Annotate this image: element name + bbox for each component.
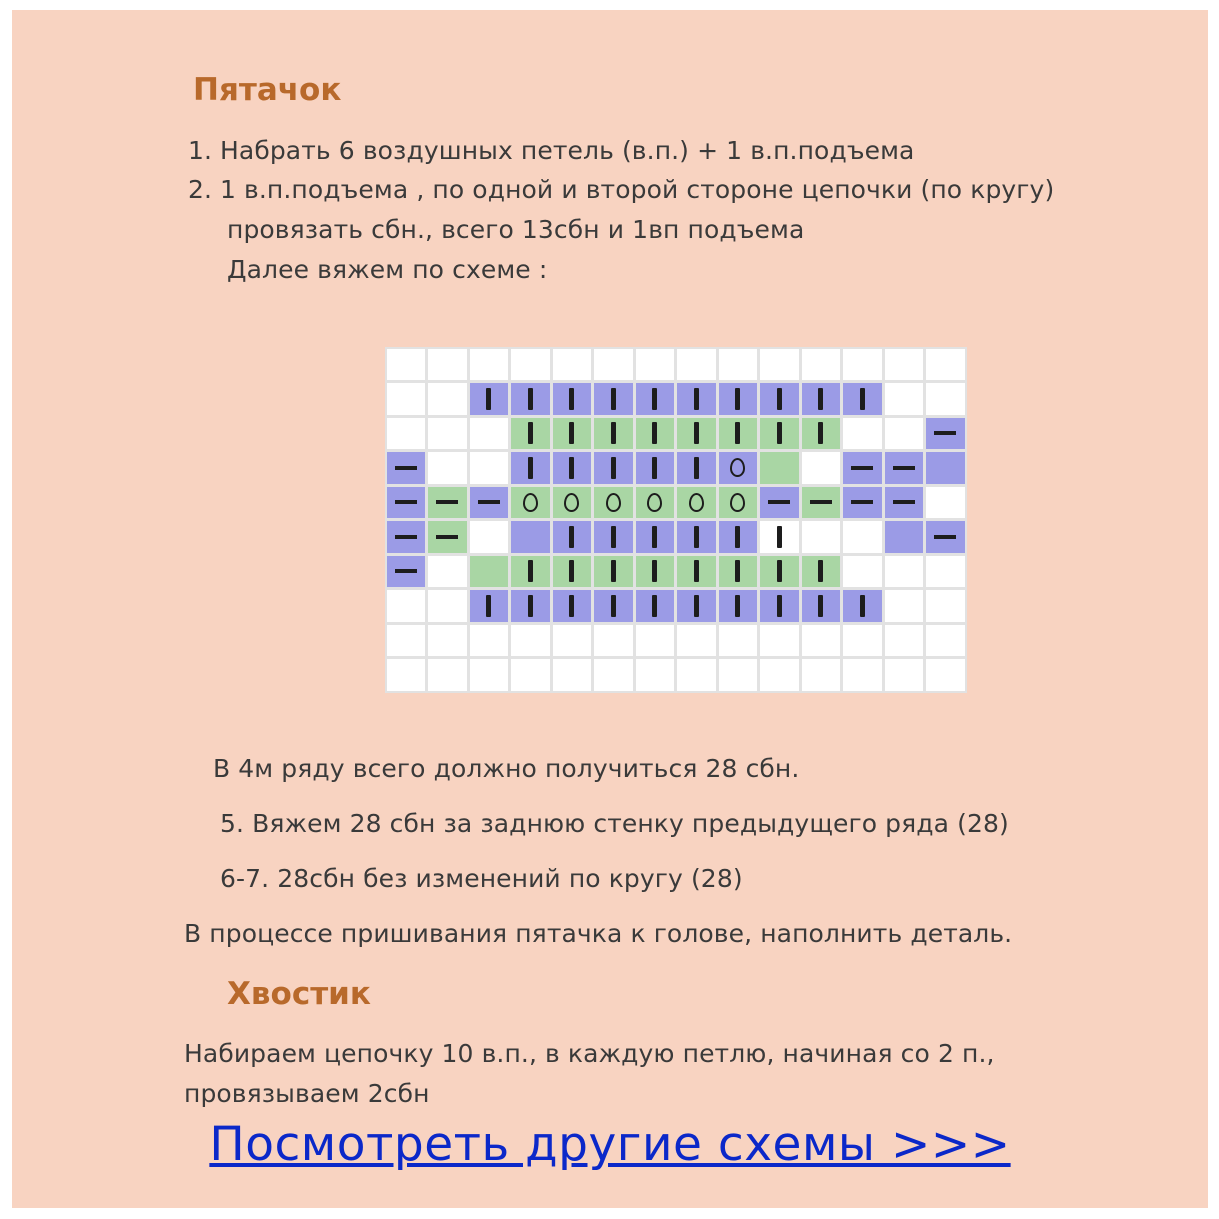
chart-cell — [636, 383, 675, 415]
chart-cell — [760, 521, 799, 553]
chart-cell — [677, 521, 716, 553]
single-crochet-symbol — [652, 560, 657, 582]
chart-cell — [428, 556, 467, 588]
chart-cell — [594, 659, 633, 691]
chart-cell — [719, 556, 758, 588]
single-crochet-symbol — [611, 388, 616, 410]
pattern-page — [12, 10, 1208, 1208]
chart-cell — [636, 590, 675, 622]
chart-cell — [677, 383, 716, 415]
increase-symbol — [606, 493, 621, 512]
chart-cell — [553, 487, 592, 519]
single-crochet-symbol — [569, 526, 574, 548]
single-crochet-symbol — [611, 595, 616, 617]
single-crochet-symbol — [569, 595, 574, 617]
chart-cell — [885, 590, 924, 622]
chart-cell — [843, 487, 882, 519]
single-crochet-symbol — [777, 595, 782, 617]
chart-cell — [885, 659, 924, 691]
single-crochet-symbol — [777, 560, 782, 582]
chart-cell — [926, 659, 965, 691]
chart-cell — [885, 452, 924, 484]
chart-cell — [926, 487, 965, 519]
chart-cell — [428, 452, 467, 484]
single-crochet-symbol — [569, 560, 574, 582]
chart-cell — [843, 625, 882, 657]
chart-cell — [553, 521, 592, 553]
chart-cell — [885, 625, 924, 657]
chain-symbol — [851, 500, 873, 504]
chart-cell — [719, 452, 758, 484]
chart-cell — [470, 556, 509, 588]
chart-cell — [470, 349, 509, 381]
single-crochet-symbol — [694, 595, 699, 617]
chart-cell — [802, 521, 841, 553]
chain-symbol — [395, 569, 417, 573]
chart-cell — [553, 659, 592, 691]
chart-cell — [636, 521, 675, 553]
chart-cell — [511, 625, 550, 657]
list-item-2-line-2: провязать сбн., всего 13сбн и 1вп подъема — [227, 215, 805, 244]
increase-symbol — [730, 458, 745, 477]
chart-cell — [511, 349, 550, 381]
chain-symbol — [395, 500, 417, 504]
single-crochet-symbol — [569, 422, 574, 444]
chart-cell — [636, 556, 675, 588]
chart-cell — [760, 349, 799, 381]
single-crochet-symbol — [486, 595, 491, 617]
chart-cell — [470, 418, 509, 450]
chart-cell — [470, 383, 509, 415]
single-crochet-symbol — [528, 457, 533, 479]
chart-cell — [926, 349, 965, 381]
list-item-2-line-3: Далее вяжем по схеме : — [227, 255, 548, 284]
chart-cell — [594, 521, 633, 553]
chart-cell — [885, 349, 924, 381]
single-crochet-symbol — [860, 595, 865, 617]
row-5-instruction: 5. Вяжем 28 сбн за заднюю стенку предыдущего ряда (28) — [220, 809, 1009, 838]
chart-cell — [594, 452, 633, 484]
chart-cell — [719, 625, 758, 657]
single-crochet-symbol — [611, 422, 616, 444]
chain-symbol — [395, 535, 417, 539]
chart-cell — [802, 418, 841, 450]
chart-cell — [470, 452, 509, 484]
chart-cell — [553, 590, 592, 622]
chart-cell — [885, 487, 924, 519]
chart-cell — [387, 521, 426, 553]
chart-cell — [719, 521, 758, 553]
chart-cell — [719, 418, 758, 450]
single-crochet-symbol — [735, 560, 740, 582]
chart-cell — [843, 556, 882, 588]
single-crochet-symbol — [611, 526, 616, 548]
single-crochet-symbol — [860, 388, 865, 410]
single-crochet-symbol — [528, 595, 533, 617]
chart-cell — [885, 521, 924, 553]
chart-cell — [885, 418, 924, 450]
chain-symbol — [893, 466, 915, 470]
chart-cell — [387, 418, 426, 450]
chart-cell — [594, 418, 633, 450]
tail-instruction-line-2: провязываем 2сбн — [184, 1079, 430, 1108]
row-4-note: В 4м ряду всего должно получиться 28 сбн. — [213, 754, 800, 783]
section-title-pyatachok: Пятачок — [193, 72, 342, 108]
single-crochet-symbol — [694, 422, 699, 444]
chart-cell — [802, 659, 841, 691]
chart-cell — [760, 625, 799, 657]
single-crochet-symbol — [528, 388, 533, 410]
chain-symbol — [436, 535, 458, 539]
chart-cell — [636, 452, 675, 484]
single-crochet-symbol — [611, 560, 616, 582]
chart-cell — [843, 521, 882, 553]
chart-cell — [926, 521, 965, 553]
list-text: 1 в.п.подъема , по одной и второй стороне цепочки (по кругу) — [220, 175, 1055, 204]
single-crochet-symbol — [818, 560, 823, 582]
chart-cell — [428, 521, 467, 553]
chart-cell — [677, 452, 716, 484]
chart-cell — [553, 383, 592, 415]
chart-cell — [511, 659, 550, 691]
chart-cell — [885, 556, 924, 588]
single-crochet-symbol — [777, 388, 782, 410]
single-crochet-symbol — [777, 526, 782, 548]
single-crochet-symbol — [652, 457, 657, 479]
chain-symbol — [478, 500, 500, 504]
chart-cell — [511, 418, 550, 450]
chart-cell — [428, 418, 467, 450]
chart-cell — [428, 487, 467, 519]
chain-symbol — [436, 500, 458, 504]
increase-symbol — [564, 493, 579, 512]
list-number: 2. — [188, 175, 213, 204]
chart-cell — [387, 659, 426, 691]
chart-cell — [802, 556, 841, 588]
list-item-1 — [188, 136, 914, 165]
chart-cell — [511, 556, 550, 588]
single-crochet-symbol — [777, 422, 782, 444]
single-crochet-symbol — [694, 560, 699, 582]
single-crochet-symbol — [818, 388, 823, 410]
chart-cell — [428, 659, 467, 691]
chart-cell — [802, 383, 841, 415]
chart-cell — [387, 590, 426, 622]
chart-cell — [553, 625, 592, 657]
chart-cell — [719, 349, 758, 381]
chart-cell — [387, 487, 426, 519]
chart-cell — [594, 349, 633, 381]
chart-cell — [470, 521, 509, 553]
chart-cell — [926, 556, 965, 588]
chart-cell — [926, 383, 965, 415]
chart-cell — [843, 418, 882, 450]
chart-cell — [428, 625, 467, 657]
chart-cell — [760, 556, 799, 588]
chart-cell — [387, 556, 426, 588]
chart-cell — [802, 625, 841, 657]
single-crochet-symbol — [528, 560, 533, 582]
chart-cell — [843, 659, 882, 691]
list-text: Набрать 6 воздушных петель (в.п.) + 1 в.п.подъема — [220, 136, 915, 165]
more-patterns-link[interactable]: Посмотреть другие схемы >>> — [209, 1117, 1011, 1172]
chart-cell — [843, 452, 882, 484]
chart-cell — [719, 383, 758, 415]
chart-cell — [802, 487, 841, 519]
chart-cell — [511, 383, 550, 415]
increase-symbol — [523, 493, 538, 512]
single-crochet-symbol — [652, 422, 657, 444]
chart-cell — [802, 452, 841, 484]
tail-instruction-line-1: Набираем цепочку 10 в.п., в каждую петлю, начиная со 2 п., — [184, 1039, 995, 1068]
chart-cell — [428, 383, 467, 415]
chart-cell — [470, 659, 509, 691]
crochet-chart — [385, 347, 967, 693]
list-item-2 — [188, 175, 1054, 204]
single-crochet-symbol — [735, 388, 740, 410]
chart-cell — [677, 487, 716, 519]
chart-cell — [719, 487, 758, 519]
chart-cell — [428, 590, 467, 622]
increase-symbol — [647, 493, 662, 512]
chart-cell — [636, 487, 675, 519]
chart-cell — [926, 590, 965, 622]
single-crochet-symbol — [735, 526, 740, 548]
chart-cell — [594, 590, 633, 622]
chart-cell — [926, 418, 965, 450]
chart-cell — [843, 590, 882, 622]
chart-cell — [802, 590, 841, 622]
chart-cell — [843, 349, 882, 381]
chart-cell — [843, 383, 882, 415]
chart-cell — [511, 452, 550, 484]
single-crochet-symbol — [818, 422, 823, 444]
chart-cell — [636, 418, 675, 450]
chart-cell — [802, 349, 841, 381]
chart-cell — [677, 590, 716, 622]
chart-cell — [428, 349, 467, 381]
chain-symbol — [934, 431, 956, 435]
chain-symbol — [851, 466, 873, 470]
chart-cell — [470, 487, 509, 519]
chart-cell — [760, 418, 799, 450]
chart-cell — [885, 383, 924, 415]
chart-cell — [677, 349, 716, 381]
chart-cell — [677, 556, 716, 588]
chart-cell — [553, 349, 592, 381]
chart-cell — [677, 659, 716, 691]
chart-cell — [760, 487, 799, 519]
chart-cell — [719, 590, 758, 622]
single-crochet-symbol — [486, 388, 491, 410]
increase-symbol — [689, 493, 704, 512]
chart-cell — [719, 659, 758, 691]
chart-cell — [511, 590, 550, 622]
chart-cell — [511, 487, 550, 519]
single-crochet-symbol — [694, 388, 699, 410]
chart-cell — [926, 452, 965, 484]
chain-symbol — [395, 466, 417, 470]
chart-cell — [760, 659, 799, 691]
chart-cell — [760, 590, 799, 622]
chart-cell — [594, 487, 633, 519]
chart-cell — [387, 452, 426, 484]
increase-symbol — [730, 493, 745, 512]
single-crochet-symbol — [652, 526, 657, 548]
chart-cell — [511, 521, 550, 553]
chain-symbol — [934, 535, 956, 539]
chart-cell — [387, 349, 426, 381]
section-title-khvostik: Хвостик — [227, 976, 371, 1012]
chart-cell — [594, 556, 633, 588]
chart-cell — [760, 383, 799, 415]
chart-cell — [594, 383, 633, 415]
single-crochet-symbol — [735, 422, 740, 444]
chart-cell — [553, 452, 592, 484]
single-crochet-symbol — [694, 526, 699, 548]
chart-cell — [387, 383, 426, 415]
chart-cell — [760, 452, 799, 484]
list-number: 1. — [188, 136, 213, 165]
single-crochet-symbol — [735, 595, 740, 617]
single-crochet-symbol — [569, 457, 574, 479]
chart-cell — [636, 659, 675, 691]
single-crochet-symbol — [611, 457, 616, 479]
chart-cell — [470, 625, 509, 657]
single-crochet-symbol — [652, 388, 657, 410]
chart-cell — [553, 556, 592, 588]
chart-cell — [553, 418, 592, 450]
single-crochet-symbol — [652, 595, 657, 617]
row-6-7-instruction: 6-7. 28сбн без изменений по кругу (28) — [220, 864, 743, 893]
chart-cell — [636, 349, 675, 381]
chain-symbol — [893, 500, 915, 504]
chart-cell — [677, 625, 716, 657]
chart-cell — [677, 418, 716, 450]
chart-cell — [636, 625, 675, 657]
chart-cell — [387, 625, 426, 657]
single-crochet-symbol — [694, 457, 699, 479]
chart-cell — [926, 625, 965, 657]
stuffing-note: В процессе пришивания пятачка к голове, наполнить деталь. — [184, 919, 1013, 948]
single-crochet-symbol — [818, 595, 823, 617]
chart-cell — [594, 625, 633, 657]
chain-symbol — [768, 500, 790, 504]
chart-cell — [470, 590, 509, 622]
single-crochet-symbol — [528, 422, 533, 444]
single-crochet-symbol — [569, 388, 574, 410]
chain-symbol — [810, 500, 832, 504]
